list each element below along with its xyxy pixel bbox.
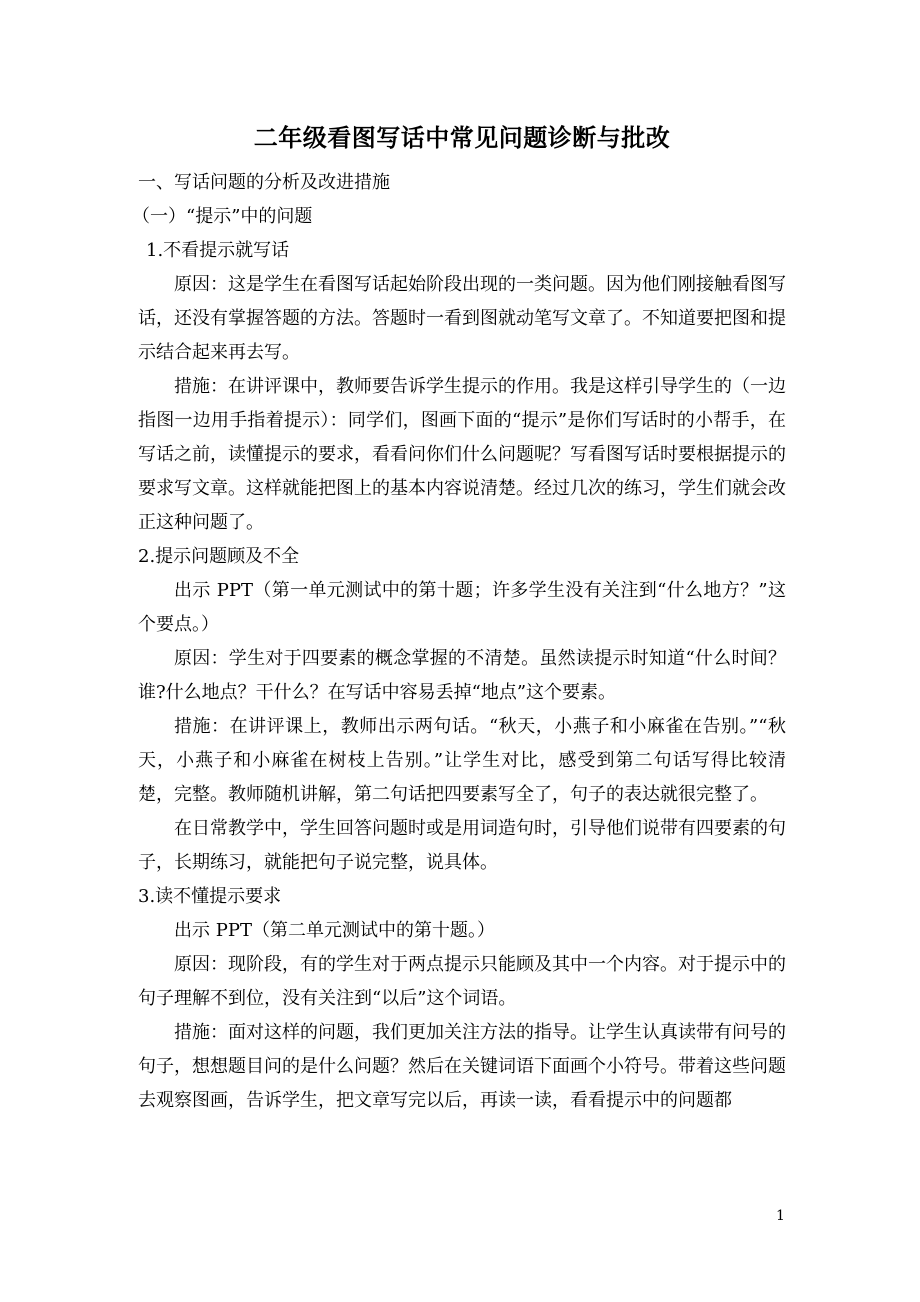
- paragraph-reason: 原因：这是学生在看图写话起始阶段出现的一类问题。因为他们刚接触看图写话，还没有掌握答题的方法。答题时一看到图就动笔写文章了。不知道要把图和提示结合起来再去写。: [138, 274, 786, 363]
- section-heading: 3.读不懂提示要求: [138, 886, 282, 907]
- page-number: 1: [776, 1208, 785, 1224]
- section-1: [138, 234, 786, 540]
- section-heading: 2.提示问题顾及不全: [138, 546, 300, 567]
- heading-level-1: 一、写话问题的分析及改进措施: [138, 172, 390, 193]
- paragraph-ppt: 出示 PPT（第一单元测试中的第十题；许多学生没有关注到“什么地方？”这个要点。）: [138, 580, 786, 635]
- page-content: [132, 118, 786, 1118]
- section-heading: 1.不看提示就写话: [146, 240, 290, 261]
- section-3: [138, 880, 786, 1118]
- paragraph-ppt: 出示 PPT（第二单元测试中的第十题。）: [174, 920, 495, 941]
- document-title: 二年级看图写话中常见问题诊断与批改: [253, 124, 671, 152]
- paragraph-measure: 措施：在讲评课中，教师要告诉学生提示的作用。我是这样引导学生的（一边指图一边用手指着提示）：同学们，图画下面的“提示”是你们写话时的小帮手，在写话之前，读懂提示的要求，看看问你们什么问题呢？写看图写话时要根据提示的要求写文章。这样就能把图上的基本内容说清楚。经过几次的练习，学生们就会改正这种问题了。: [138, 376, 786, 533]
- paragraph-measure: 措施：面对这样的问题，我们更加关注方法的指导。让学生认真读带有问号的句子，想想题目问的是什么问题？然后在关键词语下面画个小符号。带着这些问题去观察图画，告诉学生，把文章写完以后，再读一读，看看提示中的问题都: [138, 1022, 786, 1111]
- section-2: [138, 540, 786, 880]
- paragraph-daily-teaching: 在日常教学中，学生回答问题时或是用词造句时，引导他们说带有四要素的句子，长期练习，就能把句子说完整，说具体。: [138, 818, 786, 873]
- heading-level-2: （一）“提示”中的问题: [132, 206, 313, 227]
- paragraph-reason: 原因：学生对于四要素的概念掌握的不清楚。虽然读提示时知道“什么时间？谁?什么地点？干什么？在写话中容易丢掉“地点”这个要素。: [138, 648, 786, 703]
- paragraph-reason: 原因：现阶段，有的学生对于两点提示只能顾及其中一个内容。对于提示中的句子理解不到位，没有关注到“以后”这个词语。: [138, 954, 786, 1009]
- paragraph-measure: 措施：在讲评课上，教师出示两句话。“秋天，小燕子和小麻雀在告别。”“秋天，小燕子和小麻雀在树枝上告别。”让学生对比，感受到第二句话写得比较清楚，完整。教师随机讲解，第二句话把四要素写全了，句子的表达就很完整了。: [138, 716, 786, 805]
